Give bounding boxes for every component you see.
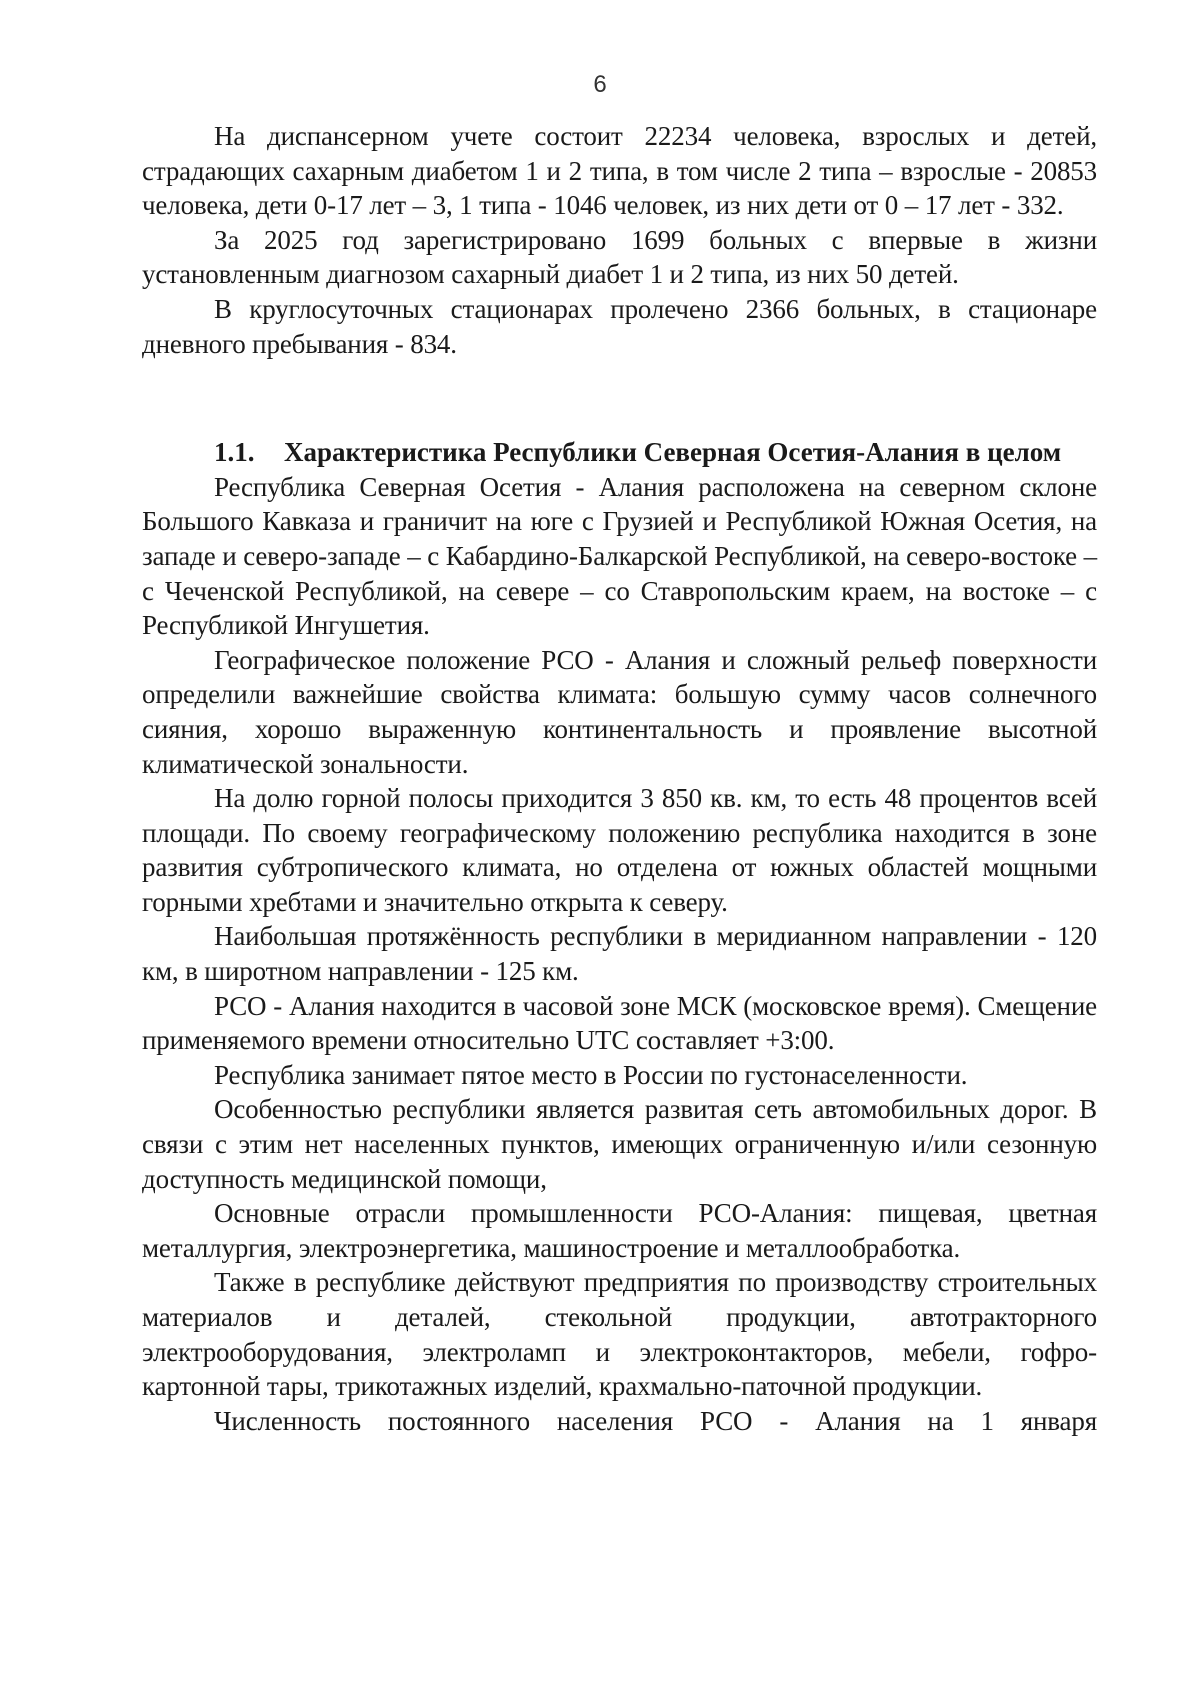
paragraph-location: Республика Северная Осетия - Алания расположена на северном склоне Большого Кавказа и граничит на юге с Грузией и Республикой Южная Осетия, на западе и северо-западе – с Кабардино-Балкарской Республикой, на северо-востоке – с Чеченской Республикой, на севере – со Ставропольским краем, на востоке – с Республикой Ингушетия. — [142, 471, 1097, 641]
paragraph-diabetes-registry: На диспансерном учете состоит 22234 человека, взрослых и детей, страдающих сахарным диабетом 1 и 2 типа, в том числе 2 типа – взрослые - 20853 человека, дети 0-17 лет – 3, 1 типа - 1046 человек, из них дети от 0 – 17 лет - 332. — [142, 121, 1097, 221]
document-body — [142, 119, 1097, 1438]
paragraph-enterprises: Также в республике действуют предприятия по производству строительных материалов и деталей, стекольной продукции, автотракторного электрооборудования, электроламп и электроконтакторов, мебели, гофро-картонной тары, трикотажных изделий, крахмально-паточной продукции. — [142, 1267, 1097, 1402]
section-title: Характеристика Республики Северная Осетия-Алания в целом — [284, 437, 1062, 468]
section-heading — [142, 435, 1097, 470]
paragraph-time-zone: РСО - Алания находится в часовой зоне МСК (московское время). Смещение применяемого времени относительно UTC составляет +3:00. — [142, 990, 1097, 1056]
page-number: 6 — [593, 71, 607, 98]
paragraph-density: Республика занимает пятое место в России по густонаселенности. — [214, 1059, 968, 1090]
paragraph-hospital-treatment: В круглосуточных стационарах пролечено 2366 больных, в стационаре дневного пребывания - 834. — [142, 293, 1097, 359]
paragraph-extent: Наибольшая протяжённость республики в меридианном направлении - 120 км, в широтном направлении - 125 км. — [142, 921, 1097, 987]
paragraph-industry: Основные отрасли промышленности РСО-Алания: пищевая, цветная металлургия, электроэнергетика, машиностроение и металлообработка. — [142, 1198, 1097, 1263]
paragraph-new-diagnoses: За 2025 год зарегистрировано 1699 больных с впервые в жизни установленным диагнозом сахарный диабет 1 и 2 типа, из них 50 детей. — [142, 224, 1097, 290]
paragraph-population: Численность постоянного населения РСО - Алания на 1 января — [214, 1405, 1097, 1436]
section-number: 1.1. — [214, 437, 255, 468]
paragraph-mountain-area: На долю горной полосы приходится 3 850 кв. км, то есть 48 процентов всей площади. По своему географическому положению республика находится в зоне развития субтропического климата, но отделена от южных областей мощными горными хребтами и значительно открыта к северу. — [142, 783, 1097, 917]
paragraph-climate: Географическое положение РСО - Алания и сложный рельеф поверхности определили важнейшие свойства климата: большую сумму часов солнечного сияния, хорошо выраженную континентальность и проявление высотной климатической зональности. — [142, 644, 1097, 779]
paragraph-roads: Особенностью республики является развитая сеть автомобильных дорог. В связи с этим нет населенных пунктов, имеющих ограниченную и/или сезонную доступность медицинской помощи, — [142, 1094, 1097, 1194]
